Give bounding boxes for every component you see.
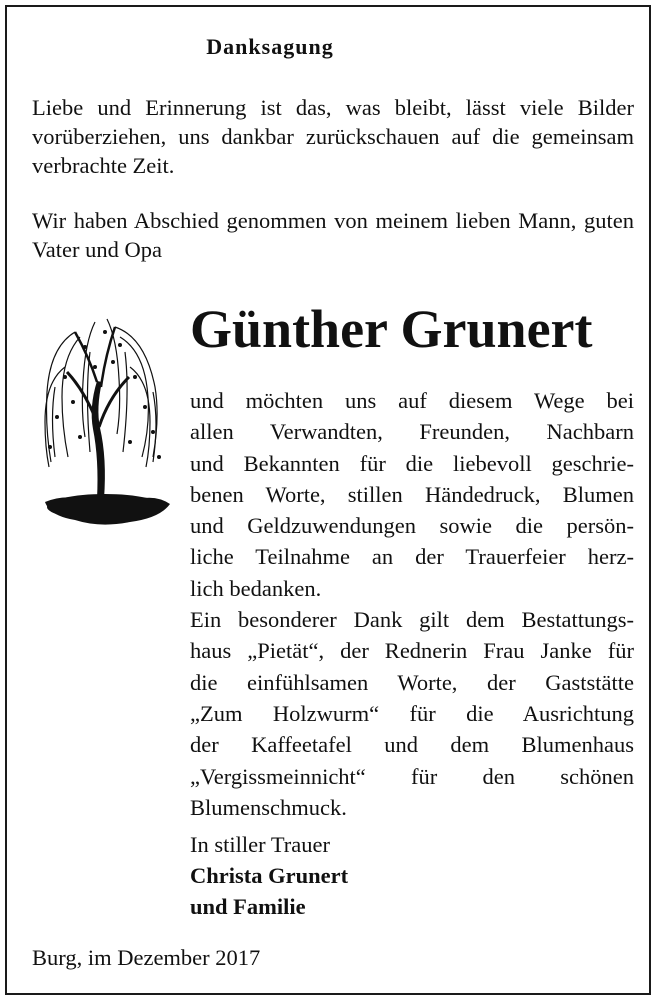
thanks-line: und Geldzuwendungen sowie die persön- [190, 513, 634, 539]
farewell-paragraph: Wir haben Abschied genommen von meinem lieben Mann, guten Vater und Opa [32, 208, 634, 262]
thanks-paragraph [190, 385, 634, 823]
place-date: Burg, im Dezember 2017 [32, 945, 261, 970]
weeping-willow-icon [35, 307, 175, 537]
thanks-line: „Vergissmeinnicht“ für den schönen [190, 763, 634, 789]
thanks-line: haus „Pietät“, der Rednerin Frau Janke für [190, 638, 634, 664]
signature-prefix: In stiller Trauer [190, 832, 330, 857]
thanks-line: lich bedanken. [190, 575, 322, 601]
thanks-line: „Zum Holzwurm“ für die Ausrichtung [190, 700, 634, 726]
thanks-line: liche Teilnahme an der Trauerfeier herz- [190, 544, 634, 570]
thanks-line: Ein besonderer Dank gilt dem Bestattungs- [190, 607, 634, 633]
signature-block [190, 829, 348, 922]
thanks-line: der Kaffeetafel und dem Blumenhaus [190, 732, 634, 758]
thanks-line: und möchten uns auf diesem Wege bei [190, 388, 634, 413]
intro-paragraph: Liebe und Erinnerung ist das, was bleibt, lässt viele Bilder vorüberziehen, uns dankbar zurückschauen auf die gemeinsam verbrachte Zeit. [32, 95, 634, 178]
deceased-name: Günther Grunert [190, 299, 593, 359]
thanks-line: Blumenschmuck. [190, 794, 347, 820]
obituary-notice [5, 5, 651, 995]
notice-heading: Danksagung [206, 34, 334, 59]
signature-name: Christa Grunert [190, 863, 349, 888]
thanks-line: benen Worte, stillen Händedruck, Blumen [190, 481, 634, 507]
thanks-line: die einfühlsamen Worte, der Gaststätte [190, 669, 634, 695]
thanks-line: allen Verwandten, Freunden, Nachbarn [190, 419, 634, 445]
signature-family: und Familie [190, 894, 306, 919]
thanks-line: und Bekannten für die liebevoll geschrie- [190, 450, 634, 476]
